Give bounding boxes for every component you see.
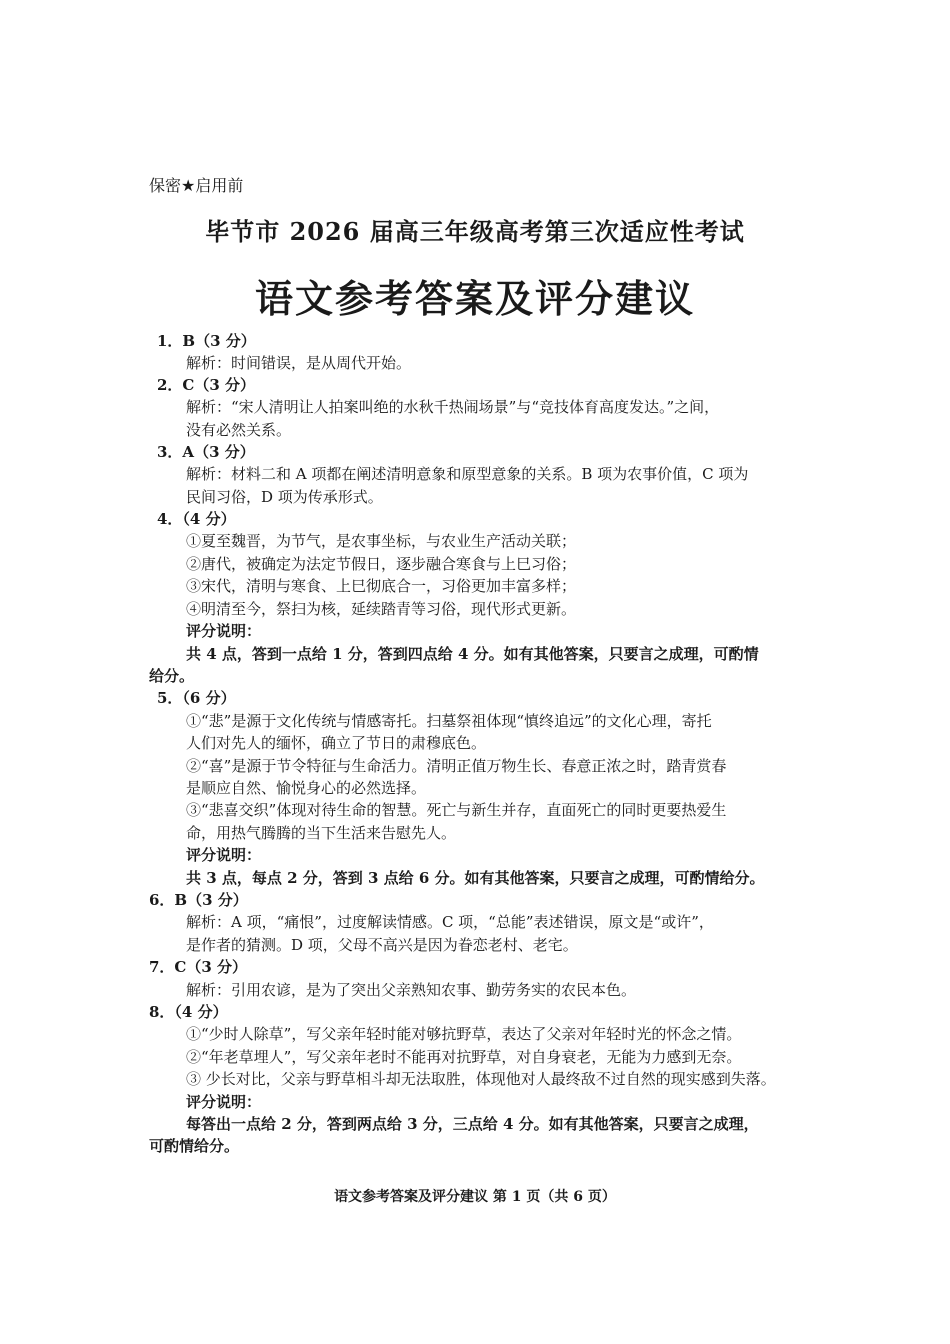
text-line: ②“喜”是源于节令特征与生命活力。清明正值万物生长、春意正浓之时，踏青赏春 (186, 757, 727, 775)
text-line: 6．B（3 分） (149, 891, 248, 909)
text-line: 人们对先人的缅怀，确立了节日的肃穆底色。 (186, 734, 487, 752)
text-line: 3．A（3 分） (157, 443, 255, 461)
text-line: ③宋代，清明与寒食、上巳彻底合一，习俗更加丰富多样； (186, 577, 577, 595)
text-line: 共 3 点，每点 2 分，答到 3 点给 6 分。如有其他答案，只要言之成理，可酌情给分。 (186, 869, 765, 887)
text-line: ④明清至今，祭扫为核，延续踏青等习俗，现代形式更新。 (186, 600, 577, 618)
text-line: 1．B（3 分） (157, 332, 256, 350)
text-line: ③“悲喜交织”体现对待生命的智慧。死亡与新生并存，直面死亡的同时更要热爱生 (186, 801, 727, 819)
text-line: 解析：“宋人清明让人拍案叫绝的水秋千热闹场景”与“竞技体育高度发达。”之间， (186, 398, 720, 416)
text-line: 可酌情给分。 (149, 1137, 240, 1155)
text-line: 给分。 (149, 667, 195, 685)
text-line: ③ 少长对比，父亲与野草相斗却无法取胜，体现他对人最终敌不过自然的现实感到失落。 (186, 1070, 776, 1088)
text-line: ②唐代，被确定为法定节假日，逐步融合寒食与上巳习俗； (186, 555, 577, 573)
text-line: 解析：时间错误，是从周代开始。 (186, 354, 412, 372)
page-title: 语文参考答案及评分建议 (254, 276, 695, 321)
text-line: 共 4 点，答到一点给 1 分，答到四点给 4 分。如有其他答案，只要言之成理，可酌情 (186, 645, 759, 663)
text-line: 是顺应自然、愉悦身心的必然选择。 (186, 779, 427, 797)
confidential-mark: 保密★启用前 (149, 176, 244, 195)
text-line: 解析：引用农谚，是为了突出父亲熟知农事、勤劳务实的农民本色。 (186, 981, 637, 999)
text-line: 命，用热气腾腾的当下生活来告慰先人。 (186, 824, 457, 842)
text-line: 8．（4 分） (149, 1003, 228, 1021)
text-line: ①“悲”是源于文化传统与情感寄托。扫墓祭祖体现“慎终追远”的文化心理，寄托 (186, 712, 712, 730)
text-line: 解析：材料二和 A 项都在阐述清明意象和原型意象的关系。B 项为农事价值，C 项为 (186, 465, 749, 483)
text-line: 评分说明： (186, 622, 262, 640)
text-line: 民间习俗，D 项为传承形式。 (186, 488, 383, 506)
text-line: 2．C（3 分） (157, 376, 256, 394)
text-line: ①夏至魏晋，为节气，是农事坐标，与农业生产活动关联； (186, 532, 577, 550)
text-line: ①“少时人除草”，写父亲年轻时能对够抗野草，表达了父亲对年轻时光的怀念之情。 (186, 1025, 742, 1043)
text-line: ②“年老草埋人”，写父亲年老时不能再对抗野草，对自身衰老，无能为力感到无奈。 (186, 1048, 742, 1066)
page-footer: 语文参考答案及评分建议 第 1 页（共 6 页） (334, 1189, 616, 1205)
text-line: 评分说明： (186, 1093, 262, 1111)
text-line: 5．（6 分） (157, 689, 236, 707)
text-line: 解析：A 项，“痛恨”，过度解读情感。C 项，“总能”表述错误，原文是“或许”， (186, 913, 714, 931)
text-line: 评分说明： (186, 846, 262, 864)
text-line: 每答出一点给 2 分，答到两点给 3 分，三点给 4 分。如有其他答案，只要言之成理， (186, 1115, 759, 1133)
text-line: 4．（4 分） (157, 510, 236, 528)
exam-title: 毕节市 2026 届高三年级高考第三次适应性考试 (205, 217, 745, 246)
text-line: 7．C（3 分） (149, 958, 248, 976)
text-line: 没有必然关系。 (186, 421, 292, 439)
text-line: 是作者的猜测。D 项，父母不高兴是因为眷恋老村、老宅。 (186, 936, 578, 954)
